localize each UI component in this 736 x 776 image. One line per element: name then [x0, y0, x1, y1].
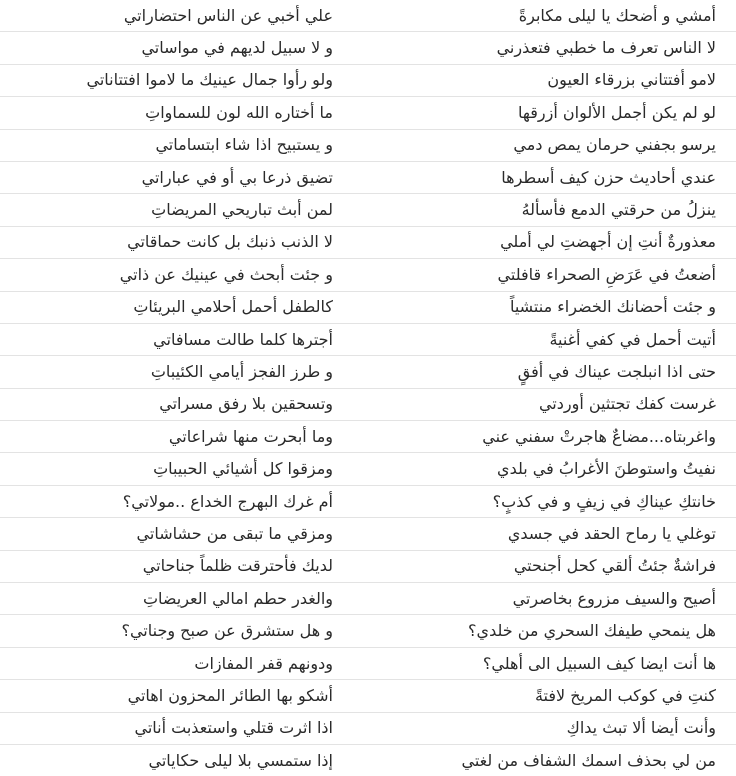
poem-row [0, 712, 736, 744]
verse-first-half: غرست كفك تجتثين أوردتي [383, 388, 736, 420]
verse-first-half: خانتكِ عيناكِ في زيفٍ و في كذبٍ؟ [383, 485, 736, 517]
poem-row [0, 129, 736, 161]
verse-second-half: و يستبيح اذا شاء ابتساماتي [0, 129, 383, 161]
verse-first-half: و جئت أحضانك الخضراء منتشياً [383, 291, 736, 323]
poem-row [0, 259, 736, 291]
poem-row [0, 485, 736, 517]
verse-first-half: حتى اذا انبلجت عيناك في أفقٍ [383, 356, 736, 388]
verse-first-half: عندي أحاديث حزن كيف أسطرها [383, 161, 736, 193]
verse-second-half: و هل ستشرق عن صبح وجناتي؟ [0, 615, 383, 647]
poem-row [0, 194, 736, 226]
verse-second-half: لا الذنب ذنبك بل كانت حماقاتي [0, 226, 383, 258]
poem-row [0, 680, 736, 712]
poem-row [0, 64, 736, 96]
verse-first-half: أتيت أحمل في كفي أغنيةً [383, 323, 736, 355]
verse-second-half: أم غرك البهرج الخداع ..مولاتي؟ [0, 485, 383, 517]
poem-row [0, 0, 736, 32]
poem-row [0, 421, 736, 453]
verse-first-half: فراشةٌ جئتُ ألقي كحل أجنحتي [383, 550, 736, 582]
verse-second-half: ما أختاره الله لون للسماواتِ [0, 97, 383, 129]
verse-second-half: أجترها كلما طالت مسافاتي [0, 323, 383, 355]
verse-second-half: ودونهم قفر المفازات [0, 647, 383, 679]
verse-first-half: كنتِ في كوكب المريخ لافتةً [383, 680, 736, 712]
verse-second-half: وتسحقين بلا رفق مسراتي [0, 388, 383, 420]
verse-first-half: وأنت أيضا ألا تبث يداكِ [383, 712, 736, 744]
verse-first-half: توغلي يا رماح الحقد في جسدي [383, 518, 736, 550]
verse-first-half: ها أنت ايضا كيف السبيل الى أهلي؟ [383, 647, 736, 679]
poem-row [0, 356, 736, 388]
verse-second-half: أشكو بها الطائر المحزون اهاتي [0, 680, 383, 712]
verse-first-half: واغربتاه...مضاعٌ هاجرتْ سفني عني [383, 421, 736, 453]
verse-second-half: و طرز الفجز أيامي الكئيباتِ [0, 356, 383, 388]
poem-row [0, 291, 736, 323]
poem-row [0, 550, 736, 582]
verse-first-half: ينزلُ من حرقتي الدمع فأسألهُ [383, 194, 736, 226]
poem-row [0, 97, 736, 129]
verse-second-half: و جئت أبحث في عينيك عن ذاتي [0, 259, 383, 291]
poem-row [0, 226, 736, 258]
poem-row [0, 647, 736, 679]
poem-row [0, 32, 736, 64]
verse-first-half: معذورةٌ أنتِ إن أجهضتِ لي أملي [383, 226, 736, 258]
verse-second-half: ولو رأوا جمال عينيك ما لاموا افتتاناتي [0, 64, 383, 96]
poem-row [0, 453, 736, 485]
verse-second-half: كالطفل أحمل أحلامي البريئاتِ [0, 291, 383, 323]
verse-second-half: ومزقوا كل أشيائي الحبيباتِ [0, 453, 383, 485]
verse-second-half: و لا سبيل لديهم في مواساتي [0, 32, 383, 64]
poem-row [0, 323, 736, 355]
verse-first-half: لو لم يكن أجمل الألوان أزرقها [383, 97, 736, 129]
verse-second-half: علي أخبي عن الناس احتضاراتي [0, 0, 383, 32]
verse-first-half: نفيتُ واستوطنَ الأغرابُ في بلدي [383, 453, 736, 485]
verse-first-half: أضعتُ في عَرَضِ الصحراء قافلتي [383, 259, 736, 291]
verse-first-half: أمشي و أضحك يا ليلى مكابرةً [383, 0, 736, 32]
poem-row [0, 615, 736, 647]
verse-first-half: أصيح والسيف مزروع بخاصرتي [383, 583, 736, 615]
verse-second-half: وما أبحرت منها شراعاتي [0, 421, 383, 453]
verse-first-half: هل ينمحي طيفك السحري من خلدي؟ [383, 615, 736, 647]
poem-row [0, 583, 736, 615]
poem-row [0, 161, 736, 193]
verse-second-half: والغدر حطم امالي العريضاتِ [0, 583, 383, 615]
verse-second-half: لديك فأحترقت ظلماً جناحاتي [0, 550, 383, 582]
verse-first-half: لا الناس تعرف ما خطبي فتعذرني [383, 32, 736, 64]
verse-first-half: لامو أفتتاني بزرقاء العيون [383, 64, 736, 96]
verse-second-half: تضيق ذرعا بي أو في عباراتي [0, 161, 383, 193]
verse-second-half: ومزقي ما تبقى من حشاشاتي [0, 518, 383, 550]
verse-second-half: لمن أبث تباريحي المريضاتِ [0, 194, 383, 226]
verse-first-half: يرسو بجفني حرمان يمص دمي [383, 129, 736, 161]
verse-second-half: اذا اثرت قتلي واستعذبت أناتي [0, 712, 383, 744]
poem-row [0, 744, 736, 776]
verse-first-half: من لي بحذف اسمك الشفاف من لغتي [461, 750, 716, 770]
poem-row [0, 518, 736, 550]
poem-row [0, 388, 736, 420]
verse-second-half: إذا ستمسي بلا ليلى حكاياتي [148, 750, 333, 770]
